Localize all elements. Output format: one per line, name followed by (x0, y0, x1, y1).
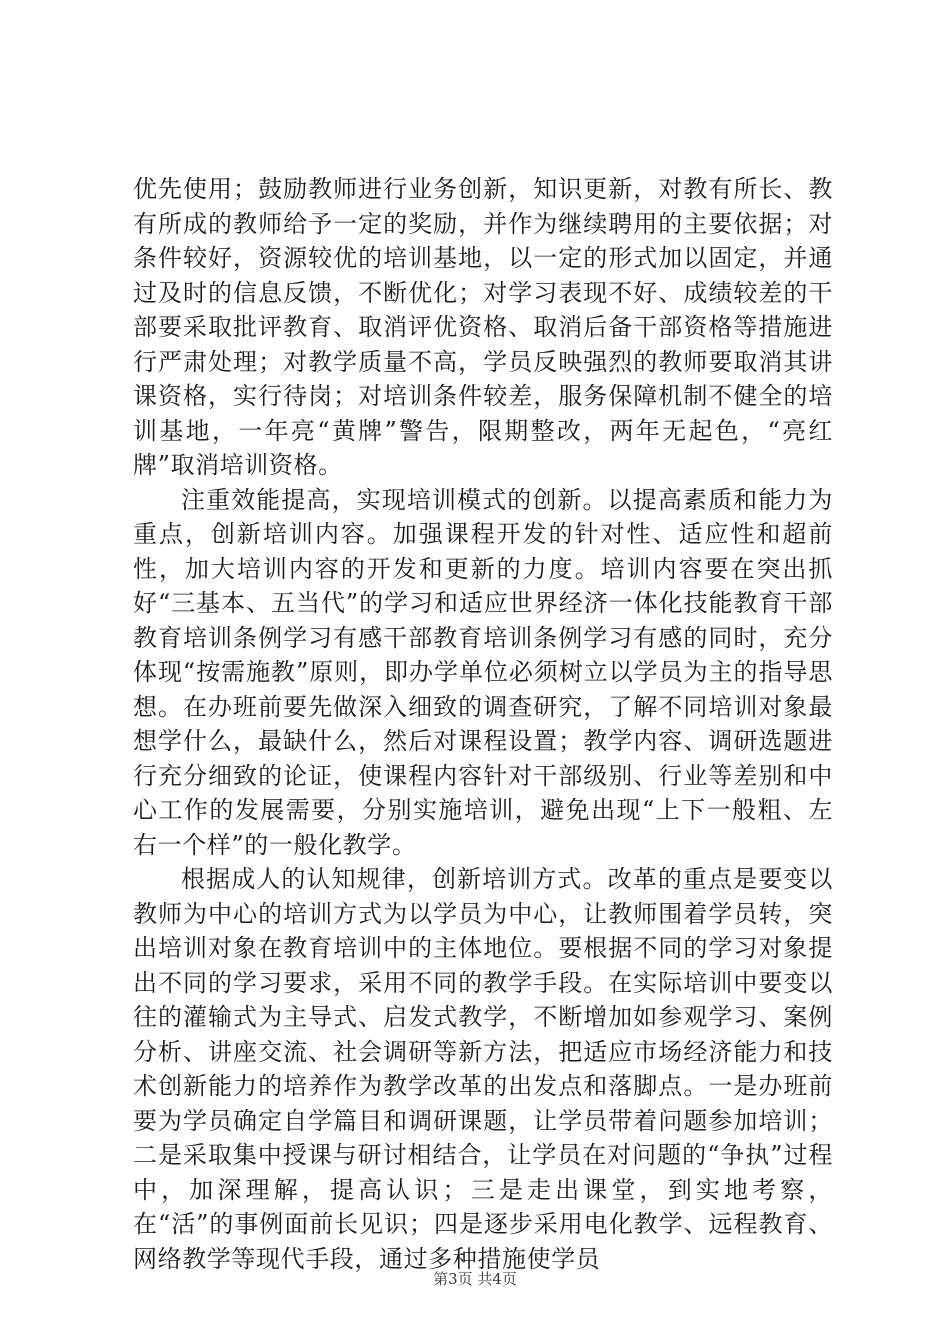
page-number-footer: 第3页 共4页 (433, 1270, 517, 1288)
paragraph-3: 根据成人的认知规律，创新培训方式。改革的重点是要变以教师为中心的培训方式为以学员为中心，让教师围着学员转，突出培训对象在教育培训中的主体地位。要根据不同的学习对象提出不同的学习要求，采用不同的教学手段。在实际培训中要变以往的灌输式为主导式、启发式教学，不断增加如参观学习、案例分析、讲座交流、社会调研等新方法，把适应市场经济能力和技术创新能力的培养作为教学改革的出发点和落脚点。一是办班前要为学员确定自学篇目和调研课题，让学员带着问题参加培训；二是采取集中授课与研讨相结合，让学员在对问题的“争执”过程中，加深理解，提高认识；三是走出课堂，到实地考察，在“活”的事例面前长见识；四是逐步采用电化教学、远程教育、网络教学等现代手段，通过多种措施使学员 (133, 865, 833, 1273)
paragraph-1: 优先使用；鼓励教师进行业务创新，知识更新，对教有所长、教有所成的教师给予一定的奖励，并作为继续聘用的主要依据；对条件较好，资源较优的培训基地，以一定的形式加以固定，并通过及时的信息反馈，不断优化；对学习表现不好、成绩较差的干部要采取批评教育、取消评优资格、取消后备干部资格等措施进行严肃处理；对教学质量不高，学员反映强烈的教师要取消其讲课资格，实行待岗；对培训条件较差，服务保障机制不健全的培训基地，一年亮“黄牌”警告，限期整改，两年无起色，“亮红牌”取消培训资格。 (133, 175, 833, 479)
paragraph-2: 注重效能提高，实现培训模式的创新。以提高素质和能力为重点，创新培训内容。加强课程开发的针对性、适应性和超前性，加大培训内容的开发和更新的力度。培训内容要在突出抓好“三基本、五当代”的学习和适应世界经济一体化技能教育干部教育培训条例学习有感干部教育培训条例学习有感的同时，充分体现“按需施教”原则，即办学单位必须树立以学员为主的指导思想。在办班前要先做深入细致的调查研究，了解不同培训对象最想学什么，最缺什么，然后对课程设置；教学内容、调研选题进行充分细致的论证，使课程内容针对干部级别、行业等差别和中心工作的发展需要，分别实施培训，避免出现“上下一般粗、左右一个样”的一般化教学。 (133, 485, 833, 859)
document-body (133, 172, 833, 1276)
